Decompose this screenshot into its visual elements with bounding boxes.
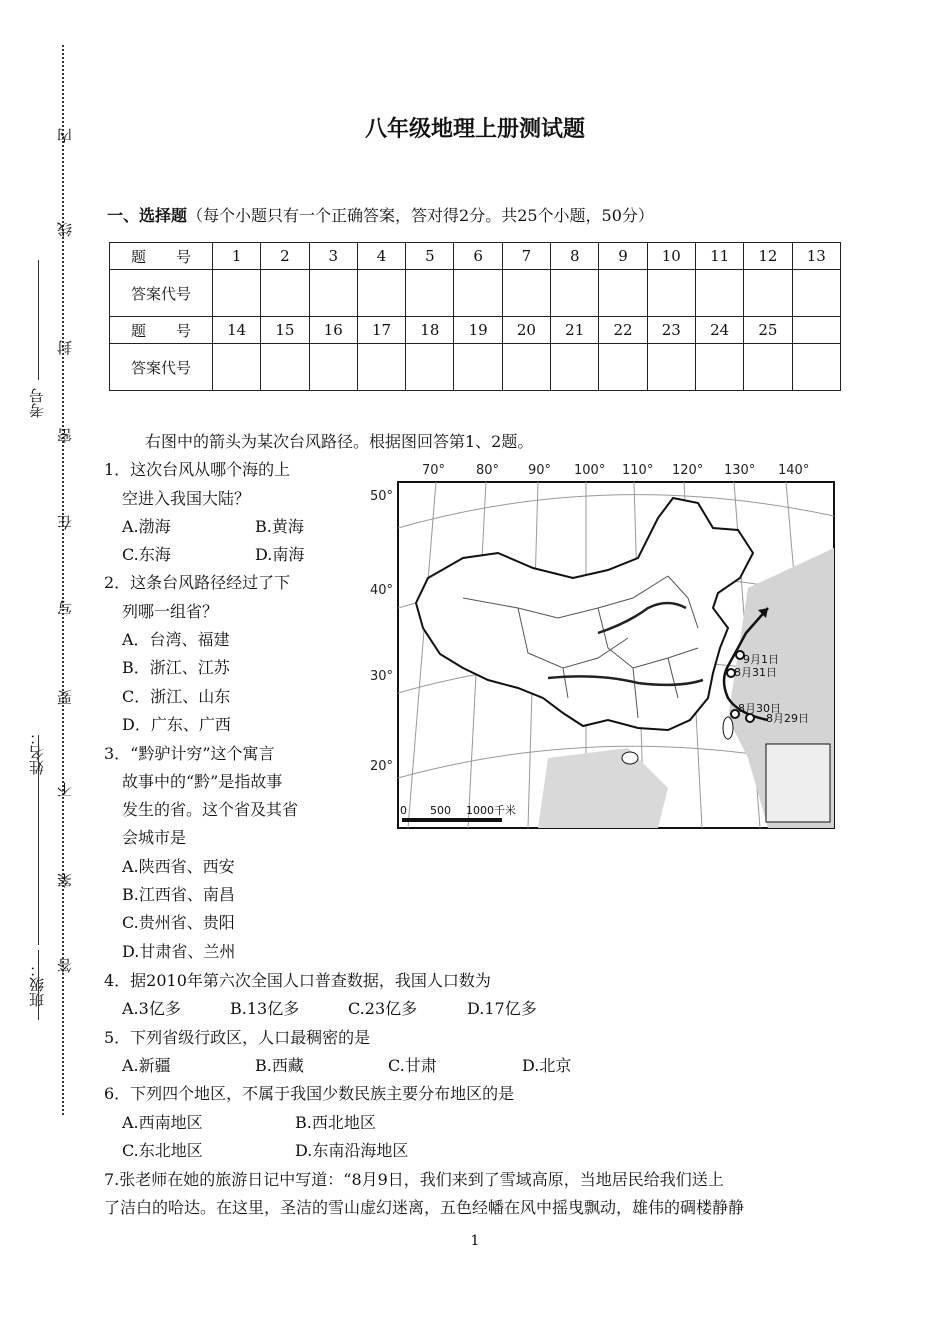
answer-cell[interactable]: [309, 344, 357, 391]
latitude-label: 50°: [370, 489, 394, 504]
table-header-cell: 题 号: [110, 317, 213, 344]
typhoon-path-map: [368, 458, 838, 830]
answer-cell[interactable]: [792, 344, 840, 391]
answer-cell[interactable]: [744, 270, 792, 317]
seal-char: 要: [56, 690, 74, 705]
option-text: A．台湾、福建: [122, 630, 230, 649]
longitude-label: 110°: [622, 463, 654, 478]
longitude-label: 80°: [476, 463, 500, 478]
option-text: A.新疆: [122, 1056, 171, 1075]
south-china-sea-inset: [766, 744, 830, 822]
question-number-cell: 12: [744, 243, 792, 270]
option-text: C.甘肃: [388, 1056, 437, 1075]
question-text: 5．下列省级行政区，人口最稠密的是: [104, 1028, 371, 1047]
typhoon-position-marker: [746, 714, 754, 722]
question-text: 会城市是: [122, 828, 187, 847]
longitude-label: 100°: [574, 463, 606, 478]
question-text: 1．这次台风从哪个海的上: [104, 460, 291, 479]
answer-cell[interactable]: [406, 270, 454, 317]
hainan-island: [622, 752, 638, 764]
taiwan-island: [723, 717, 733, 739]
option-text: D.17亿多: [467, 999, 537, 1018]
question-number-cell: 11: [695, 243, 743, 270]
date-label: 8月31日: [734, 666, 777, 679]
answer-cell[interactable]: [213, 344, 261, 391]
answer-cell[interactable]: [261, 344, 309, 391]
question-number-cell: 21: [551, 317, 599, 344]
question-number-cell: 20: [502, 317, 550, 344]
question-number-cell: 14: [213, 317, 261, 344]
table-header-cell: 答案代号: [110, 344, 213, 391]
answer-cell[interactable]: [502, 270, 550, 317]
option-text: B．浙江、江苏: [122, 658, 230, 677]
question-text: 空进入我国大陆？: [122, 489, 251, 508]
answer-cell[interactable]: [647, 270, 695, 317]
question-number-cell: 24: [695, 317, 743, 344]
question-text: 2．这条台风路径经过了下: [104, 573, 291, 592]
date-label: 8月30日: [738, 702, 781, 715]
question-text: 故事中的“黔”是指故事: [122, 772, 283, 791]
question-text: 了洁白的哈达。在这里，圣洁的雪山虚幻迷离，五色经幡在风中摇曳飘动，雄伟的碉楼静静: [104, 1198, 745, 1217]
question-number-cell: 19: [454, 317, 502, 344]
question-number-cell: [792, 317, 840, 344]
option-text: D.南海: [255, 545, 305, 564]
longitude-label: 70°: [422, 463, 446, 478]
latitude-label: 20°: [370, 759, 394, 774]
question-text: 4．据2010年第六次全国人口普查数据，我国人口数为: [104, 971, 491, 990]
option-text: B.西藏: [255, 1056, 304, 1075]
option-text: D.北京: [522, 1056, 572, 1075]
seal-char: 案: [56, 873, 74, 888]
option-text: C.23亿多: [348, 999, 418, 1018]
option-text: B.西北地区: [295, 1113, 376, 1132]
table-row: [110, 344, 841, 391]
date-label: 9月1日: [743, 653, 779, 666]
page-title: 八年级地理上册测试题: [364, 117, 585, 142]
latitude-label: 40°: [370, 583, 394, 598]
exam-number-blank-line: [38, 260, 40, 380]
exam-number-label: 考号: [28, 388, 46, 418]
latitude-label: 30°: [370, 669, 394, 684]
question-number-cell: 4: [357, 243, 405, 270]
answer-cell[interactable]: [695, 344, 743, 391]
question-number-cell: 3: [309, 243, 357, 270]
seal-char: 密: [56, 428, 74, 443]
option-text: D.东南沿海地区: [295, 1141, 409, 1160]
class-label: 班级：: [28, 962, 46, 1007]
question-number-cell: 6: [454, 243, 502, 270]
option-text: C.贵州省、贵阳: [122, 913, 235, 932]
seal-char: 封: [56, 340, 74, 355]
page-number: 1: [470, 1233, 480, 1249]
table-header-cell: 答案代号: [110, 270, 213, 317]
answer-cell[interactable]: [647, 344, 695, 391]
seal-char: 在: [56, 515, 74, 530]
table-row: [110, 243, 841, 270]
scale-label: 0: [400, 804, 407, 817]
answer-cell[interactable]: [454, 270, 502, 317]
option-text: B.13亿多: [230, 999, 300, 1018]
question-text: 列哪一组省？: [122, 602, 219, 621]
section-title: 一、选择题: [107, 206, 188, 225]
longitude-label: 130°: [724, 463, 756, 478]
answer-cell[interactable]: [357, 270, 405, 317]
question-text: 3．“黔驴计穷”这个寓言: [104, 744, 275, 763]
question-number-cell: 17: [357, 317, 405, 344]
answer-cell[interactable]: [599, 270, 647, 317]
answer-cell[interactable]: [406, 344, 454, 391]
answer-cell[interactable]: [502, 344, 550, 391]
class-blank-line: [38, 950, 40, 1020]
intro-text: 右图中的箭头为某次台风路径。根据图回答第1、2题。: [145, 432, 534, 451]
question-number-cell: 9: [599, 243, 647, 270]
question-text: 7.张老师在她的旅游日记中写道：“8月9日，我们来到了雪域高原，当地居民给我们送上: [104, 1170, 724, 1189]
question-number-cell: 5: [406, 243, 454, 270]
question-number-cell: 1: [213, 243, 261, 270]
option-text: A.3亿多: [122, 999, 181, 1018]
scale-label: 500: [430, 804, 451, 817]
question-text: 6．下列四个地区，不属于我国少数民族主要分布地区的是: [104, 1084, 515, 1103]
name-blank-line: [38, 735, 40, 945]
answer-cell[interactable]: [695, 270, 743, 317]
answer-cell[interactable]: [261, 270, 309, 317]
longitude-label: 90°: [528, 463, 552, 478]
scale-label: 1000千米: [466, 804, 516, 817]
answer-table: [109, 242, 841, 391]
question-number-cell: 2: [261, 243, 309, 270]
option-text: C.东北地区: [122, 1141, 203, 1160]
answer-cell[interactable]: [309, 270, 357, 317]
question-number-cell: 7: [502, 243, 550, 270]
option-text: A.渤海: [122, 517, 171, 536]
section-note: （每个小题只有一个正确答案，答对得2分。共25个小题，50分）: [187, 206, 654, 225]
answer-cell[interactable]: [551, 270, 599, 317]
option-text: A.西南地区: [122, 1113, 203, 1132]
question-number-cell: 15: [261, 317, 309, 344]
option-text: B.江西省、南昌: [122, 885, 235, 904]
table-row: [110, 270, 841, 317]
seal-char: 答: [56, 958, 74, 973]
question-number-cell: 10: [647, 243, 695, 270]
binding-dotted-line: [62, 45, 64, 1115]
longitude-label: 120°: [672, 463, 704, 478]
option-text: C.东海: [122, 545, 171, 564]
question-text: 发生的省。这个省及其省: [122, 800, 299, 819]
section-heading: [107, 203, 654, 226]
seal-char: 线: [56, 222, 74, 237]
student-name-label: 姓名：: [28, 730, 46, 775]
answer-cell[interactable]: [357, 344, 405, 391]
question-number-cell: 25: [744, 317, 792, 344]
longitude-label: 140°: [778, 463, 810, 478]
seal-char: 写: [56, 600, 74, 615]
answer-cell[interactable]: [792, 270, 840, 317]
answer-cell[interactable]: [551, 344, 599, 391]
option-text: D．广东、广西: [122, 715, 231, 734]
question-number-cell: 13: [792, 243, 840, 270]
option-text: A.陕西省、西安: [122, 857, 235, 876]
question-number-cell: 22: [599, 317, 647, 344]
seal-char: 不: [56, 782, 74, 797]
scale-bar: [402, 818, 502, 822]
question-number-cell: 16: [309, 317, 357, 344]
seal-char: 内: [56, 128, 74, 143]
question-number-cell: 8: [551, 243, 599, 270]
option-text: C．浙江、山东: [122, 687, 231, 706]
question-number-cell: 18: [406, 317, 454, 344]
date-label: 8月29日: [766, 712, 809, 725]
table-header-cell: 题 号: [110, 243, 213, 270]
answer-cell[interactable]: [454, 344, 502, 391]
answer-cell[interactable]: [213, 270, 261, 317]
answer-cell[interactable]: [744, 344, 792, 391]
question-number-cell: 23: [647, 317, 695, 344]
option-text: B.黄海: [255, 517, 304, 536]
option-text: D.甘肃省、兰州: [122, 942, 236, 961]
answer-cell[interactable]: [599, 344, 647, 391]
table-row: [110, 317, 841, 344]
